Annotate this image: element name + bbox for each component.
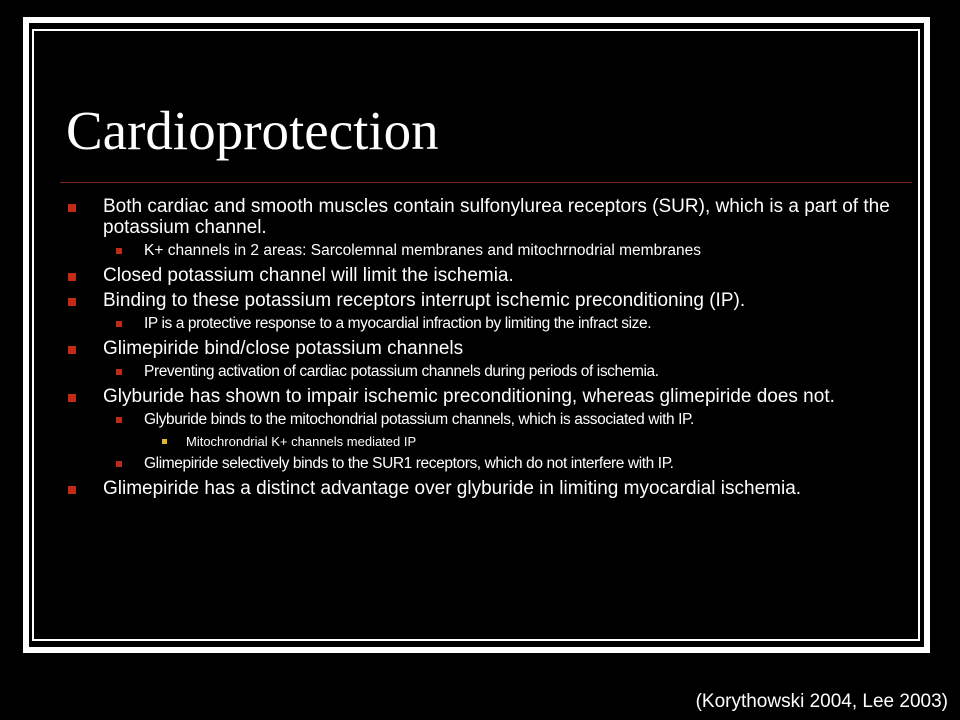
square-bullet-icon bbox=[68, 394, 76, 402]
bullet-item bbox=[60, 478, 910, 499]
slide-title: Cardioprotection bbox=[66, 100, 439, 161]
bullet-text: Glimepiride has a distinct advantage over glyburide in limiting myocardial ischemia. bbox=[103, 478, 802, 499]
square-bullet-icon bbox=[68, 346, 76, 354]
bullet-text: Both cardiac and smooth muscles contain sulfonylurea receptors (SUR), which is a part of the potassium channel. bbox=[103, 196, 890, 238]
sub-bullet-text: Glimepiride selectively binds to the SUR1 receptors, which do not interfere with IP. bbox=[144, 455, 674, 472]
square-bullet-icon bbox=[116, 461, 122, 467]
sub-bullet-item bbox=[60, 411, 910, 429]
title-divider bbox=[60, 182, 912, 183]
bullet-text: Closed potassium channel will limit the ischemia. bbox=[103, 265, 514, 286]
bullet-item bbox=[60, 196, 910, 238]
sub-bullet-text: IP is a protective response to a myocardial infraction by limiting the infract size. bbox=[144, 315, 652, 332]
square-bullet-icon bbox=[68, 273, 76, 281]
sub-sub-bullet-item bbox=[60, 434, 910, 450]
sub-bullet-text: Glyburide binds to the mitochondrial potassium channels, which is associated with IP. bbox=[144, 411, 694, 428]
sub-bullet-item bbox=[60, 455, 910, 473]
bullet-text: Binding to these potassium receptors interrupt ischemic preconditioning (IP). bbox=[103, 290, 746, 311]
sub-bullet-item bbox=[60, 315, 910, 333]
bullet-text: Glyburide has shown to impair ischemic preconditioning, whereas glimepiride does not. bbox=[103, 386, 835, 407]
sub-bullet-item bbox=[60, 242, 910, 260]
square-bullet-icon bbox=[68, 298, 76, 306]
square-bullet-icon bbox=[116, 248, 122, 254]
square-bullet-icon bbox=[162, 439, 167, 444]
bullet-item bbox=[60, 386, 910, 407]
sub-bullet-text: K+ channels in 2 areas: Sarcolemnal membranes and mitochrnodrial membranes bbox=[144, 242, 701, 259]
bullet-list bbox=[60, 196, 910, 503]
bullet-item bbox=[60, 290, 910, 311]
square-bullet-icon bbox=[116, 369, 122, 375]
square-bullet-icon bbox=[116, 321, 122, 327]
square-bullet-icon bbox=[116, 417, 122, 423]
bullet-item bbox=[60, 338, 910, 359]
square-bullet-icon bbox=[68, 204, 76, 212]
citation: (Korythowski 2004, Lee 2003) bbox=[695, 691, 948, 712]
sub-bullet-text: Preventing activation of cardiac potassium channels during periods of ischemia. bbox=[144, 363, 659, 380]
sub-bullet-item bbox=[60, 363, 910, 381]
bullet-item bbox=[60, 265, 910, 286]
bullet-text: Glimepiride bind/close potassium channels bbox=[103, 338, 464, 359]
sub-sub-bullet-text: Mitochrondrial K+ channels mediated IP bbox=[186, 434, 417, 449]
square-bullet-icon bbox=[68, 486, 76, 494]
